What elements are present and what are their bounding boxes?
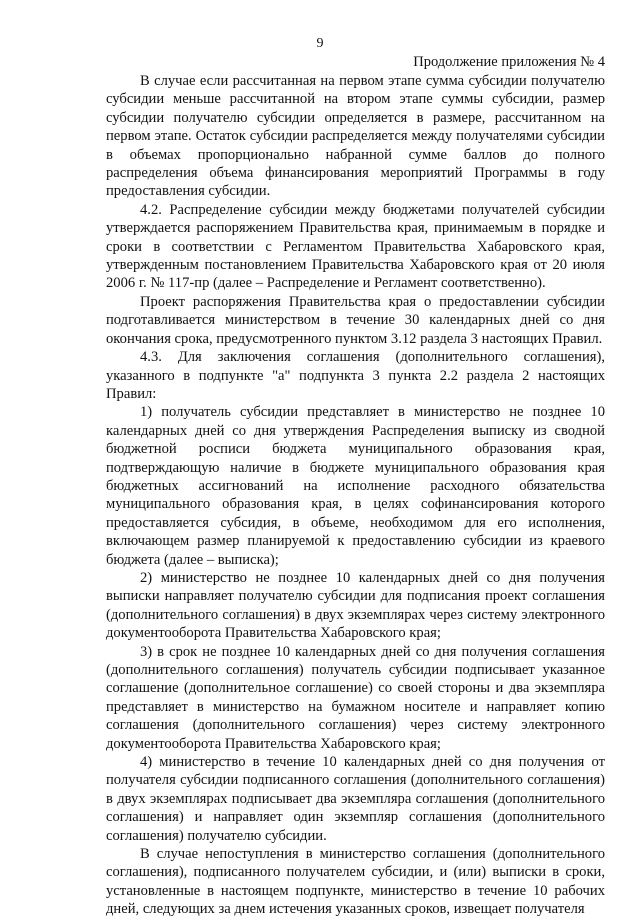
appendix-continuation-label: Продолжение приложения № 4 (413, 54, 605, 70)
paragraph-subsidy-remainder: В случае если рассчитанная на первом этапе сумма субсидии получателю субсидии меньше рассчитанной на втором этапе суммы субсидии, размер субсидии получателю субсидии определяется в размере, рассчитанном на первом этапе. Остаток субсидии распределяется между получателями субсидии в объемах пропорционально набранной сумме баллов до полного распределения объема финансирования мероприятий Программы в году предоставления субсидии. (106, 73, 605, 200)
paragraph-item-3: 3) в срок не позднее 10 календарных дней со дня получения соглашения (дополнительного соглашения) получатель субсидии подписывает указанное соглашение (дополнительное соглашение) со своей стороны и два экземпляра представляет в министерство на бумажном носителе и направляет копию соглашения (дополнительного соглашения) через систему электронного документооборота Правительства Хабаровского края; (106, 643, 605, 752)
paragraph-item-1: 1) получатель субсидии представляет в министерство не позднее 10 календарных дней со дня утверждения Распределения выписку из сводной бюджетной росписи бюджета муниципального образования края, подтверждающую наличие в бюджете муниципального образования края бюджетных ассигнований на исполнение расходного обязательства муниципального образования края, в целях софинансирования которого предоставляется субсидия, в объеме, необходимом для его исполнения, включающем размер планируемой к предоставлению субсидии из краевого бюджета (далее – выписка); (106, 404, 605, 568)
document-body (106, 72, 605, 919)
paragraph-draft-order: Проект распоряжения Правительства края о предоставлении субсидии подготавливается министерством в течение 30 календарных дней со дня окончания срока, предусмотренного пунктом 3.12 раздела 3 настоящих Правил. (106, 293, 605, 347)
paragraph-non-receipt: В случае непоступления в министерство соглашения (дополнительного соглашения), подписанного получателем субсидии, и (или) выписки в сроки, установленные в настоящем подпункте, министерство в течение 10 рабочих дней, следующих за днем истечения указанных сроков, извещает получателя (106, 846, 605, 918)
paragraph-4-2: 4.2. Распределение субсидии между бюджетами получателей субсидии утверждается распоряжением Правительства края, принимаемым в порядке и сроки в соответствии с Регламентом Правительства Хабаровского края, утвержденным постановлением Правительства Хабаровского края от 20 июля 2006 г. № 117-пр (далее – Распределение и Регламент соответственно). (106, 201, 605, 292)
paragraph-item-2: 2) министерство не позднее 10 календарных дней со дня получения выписки направляет получателю субсидии для подписания проект соглашения (дополнительного соглашения) в двух экземплярах через систему электронного документооборота Правительства Хабаровского края; (106, 569, 605, 642)
paragraph-item-4: 4) министерство в течение 10 календарных дней со дня получения от получателя субсидии подписанного соглашения (дополнительного соглашения) в двух экземплярах подписывает два экземпляра соглашения (дополнительного соглашения) и направляет один экземпляр соглашения (дополнительного соглашения) получателю субсидии. (106, 754, 605, 844)
page-number: 9 (316, 36, 324, 51)
paragraph-4-3: 4.3. Для заключения соглашения (дополнительного соглашения), указанного в подпункте "а" подпункта 3 пункта 2.2 раздела 2 настоящих Правил: (106, 349, 605, 402)
